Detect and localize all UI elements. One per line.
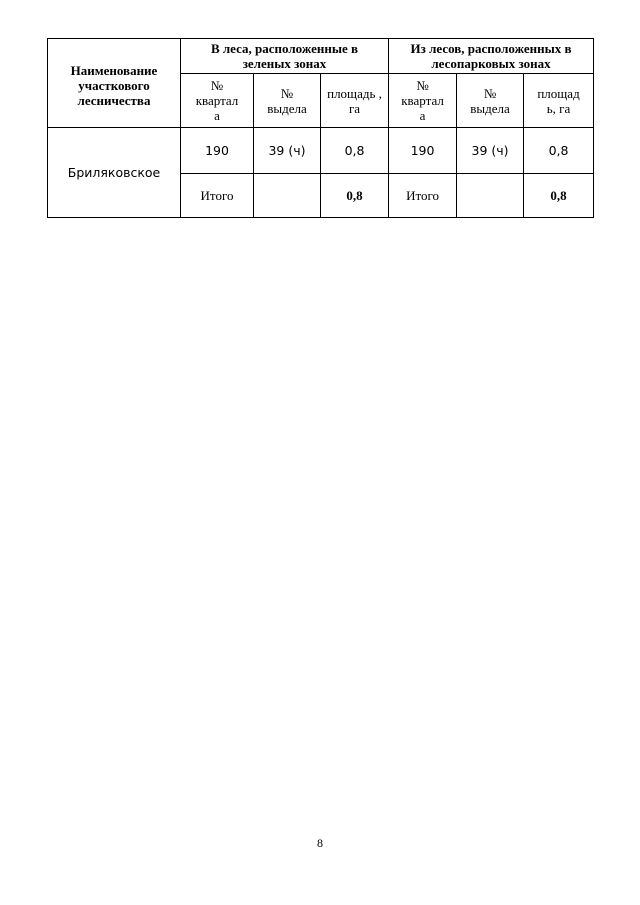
vydel-a: 39 (ч) — [254, 128, 321, 174]
transfer-table — [47, 38, 594, 218]
area-a: 0,8 — [321, 128, 389, 174]
total-label-b: Итого — [389, 174, 457, 218]
vydel-b: 39 (ч) — [457, 128, 524, 174]
header-vydel-b: № выдела — [457, 74, 524, 128]
total-empty-a — [254, 174, 321, 218]
header-vydel-a: № выдела — [254, 74, 321, 128]
header-forestry-name: Наименование участкового лесничества — [48, 39, 181, 128]
kvartal-b: 190 — [389, 128, 457, 174]
header-kvartal-a: № квартал а — [181, 74, 254, 128]
area-b: 0,8 — [524, 128, 594, 174]
total-label-a: Итого — [181, 174, 254, 218]
forestry-name: Бриляковское — [48, 128, 181, 218]
kvartal-a: 190 — [181, 128, 254, 174]
total-area-a: 0,8 — [321, 174, 389, 218]
header-area-a: площадь , га — [321, 74, 389, 128]
total-area-b: 0,8 — [524, 174, 594, 218]
header-forest-park-zones: Из лесов, расположенных в лесопарковых зонах — [389, 39, 594, 74]
total-empty-b — [457, 174, 524, 218]
header-kvartal-b: № квартал а — [389, 74, 457, 128]
page-number: 8 — [317, 836, 323, 850]
header-area-b: площад ь, га — [524, 74, 594, 128]
header-green-zones: В леса, расположенные в зеленых зонах — [181, 39, 389, 74]
